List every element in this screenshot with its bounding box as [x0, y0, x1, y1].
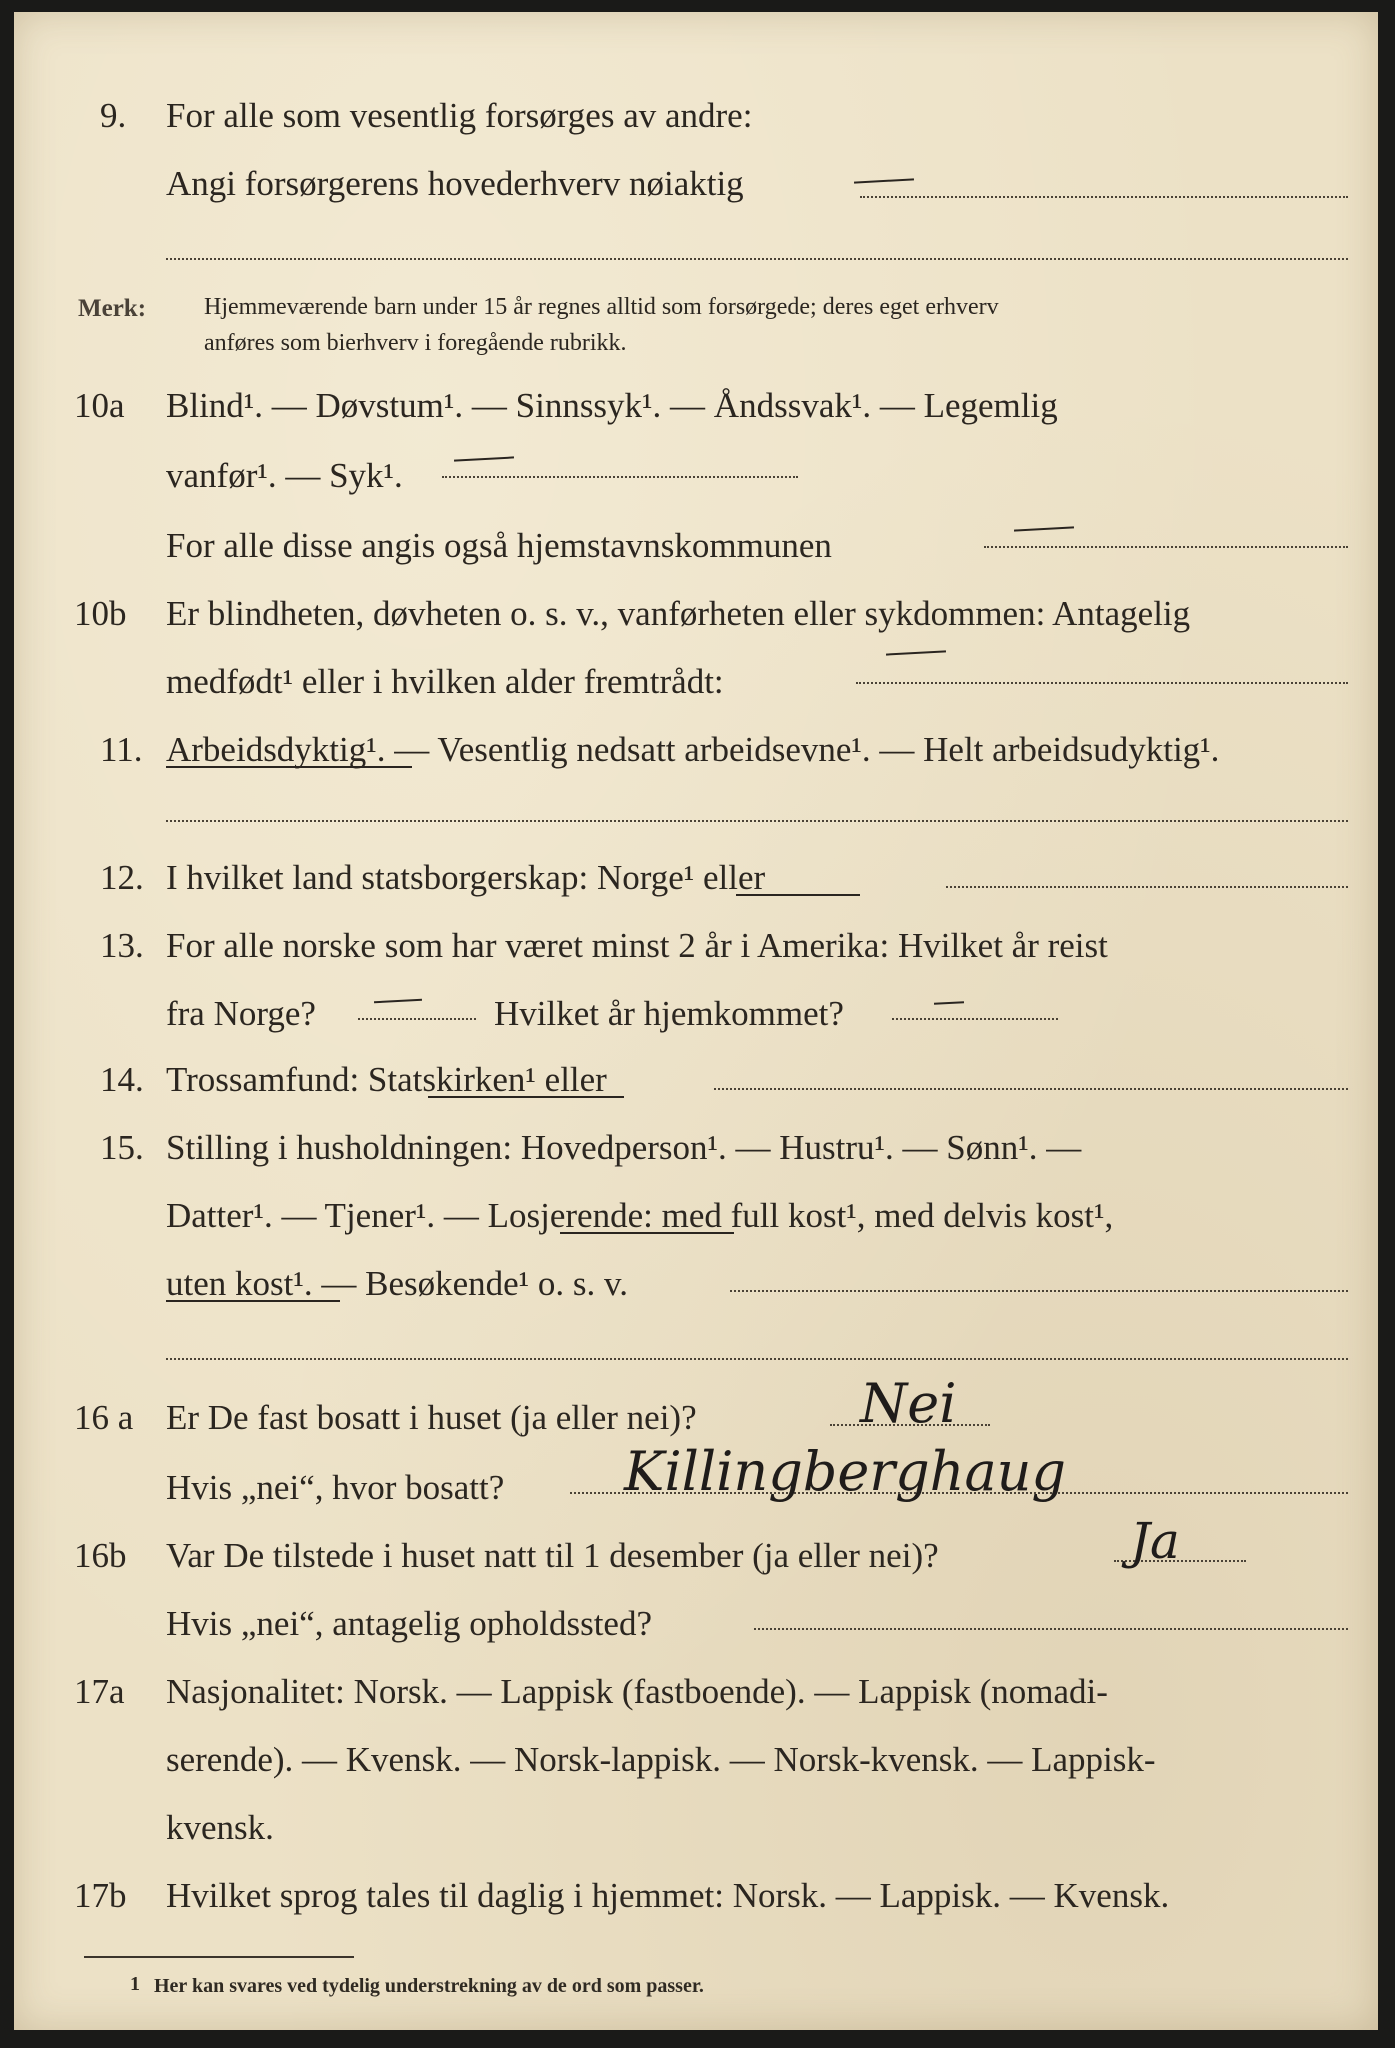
item-number-12: 12. [100, 858, 144, 897]
q12-underline-norge [736, 894, 860, 896]
q10a-kommune-answer-line [984, 546, 1348, 548]
q13-line-1: For alle norske som har været minst 2 år i Amerika: Hvilket år reist [166, 926, 1108, 965]
q16a-line-2: Hvis „nei“, hvor bosatt? [166, 1468, 505, 1507]
item-number-16a: 16 a [74, 1398, 134, 1437]
q12-answer-line [946, 886, 1348, 888]
q11-answer-line [166, 820, 1348, 822]
item-number-14: 14. [100, 1060, 144, 1099]
q17a-line-1: Nasjonalitet: Norsk. — Lappisk (fastboende). — Lappisk (nomadi- [166, 1672, 1108, 1711]
q10b-answer-line [856, 682, 1348, 684]
item-number-9: 9. [100, 96, 127, 135]
q15-line-2: Datter¹. — Tjener¹. — Losjerende: med full kost¹, med delvis kost¹, [166, 1196, 1114, 1235]
q10a-dash-mark [454, 456, 514, 461]
q12-line-1: I hvilket land statsborgerskap: Norge¹ eller [166, 858, 766, 897]
q10a-line-3: For alle disse angis også hjemstavnskommunen [166, 526, 832, 565]
q17b-line-1: Hvilket sprog tales til daglig i hjemmet: Norsk. — Lappisk. — Kvensk. [166, 1876, 1170, 1915]
q10b-line-2: medfødt¹ eller i hvilken alder fremtrådt: [166, 662, 724, 701]
item-number-11: 11. [100, 730, 143, 769]
q10a-kommune-dash-mark [1014, 526, 1074, 531]
item-number-15: 15. [100, 1128, 144, 1167]
q13-reist-dash-mark [374, 999, 422, 1004]
q15-line-3: uten kost¹. — Besøkende¹ o. s. v. [166, 1264, 629, 1303]
item-number-10b: 10b [74, 594, 127, 633]
q11-line-1: Arbeidsdyktig¹. — Vesentlig nedsatt arbeidsevne¹. — Helt arbeidsudyktig¹. [166, 730, 1220, 769]
q16a-answer-killingberghaug: Killingberghaug [624, 1440, 1066, 1503]
footnote-text: Her kan svares ved tydelig understrekning av de ord som passer. [154, 1975, 704, 1997]
q17a-line-2: serende). — Kvensk. — Norsk-lappisk. — Norsk-kvensk. — Lappisk- [166, 1740, 1156, 1779]
q16b-line-1: Var De tilstede i huset natt til 1 desember (ja eller nei)? [166, 1536, 939, 1575]
q15-line-1: Stilling i husholdningen: Hovedperson¹. — Hustru¹. — Sønn¹. — [166, 1128, 1082, 1167]
census-form-page [14, 12, 1378, 2030]
item-number-16b: 16b [74, 1536, 127, 1575]
q9-line-2: Angi forsørgerens hovederhverv nøiaktig [166, 164, 744, 203]
q16b-line-2: Hvis „nei“, antagelig opholdssted? [166, 1604, 652, 1643]
footnote-mark: 1 [130, 1973, 140, 1995]
q14-underline-statskirken [428, 1096, 624, 1098]
q10a-line-2: vanfør¹. — Syk¹. [166, 456, 403, 495]
q15-answer-line-2 [166, 1358, 1348, 1360]
item-number-13: 13. [100, 926, 144, 965]
q13-line-2a: fra Norge? [166, 994, 316, 1033]
merk-line-1: Hjemmeværende barn under 15 år regnes alltid som forsørgede; deres eget erhverv [204, 294, 999, 320]
q14-answer-line [714, 1088, 1348, 1090]
merk-label: Merk: [78, 295, 147, 322]
q15-underline-losjerende [560, 1232, 734, 1234]
q10b-line-1: Er blindheten, døvheten o. s. v., vanførheten eller sykdommen: Antagelig [166, 594, 1191, 633]
q16b-opholdssted-answer-line [754, 1628, 1348, 1630]
q16a-answer-nei: Nei [860, 1372, 957, 1435]
q16b-answer-ja: Ja [1130, 1512, 1180, 1570]
footnote-rule [84, 1956, 354, 1958]
q9-answer-line [860, 196, 1348, 198]
q13-reist-answer-line [358, 1018, 476, 1020]
q10a-line-1: Blind¹. — Døvstum¹. — Sinnssyk¹. — Åndssvak¹. — Legemlig [166, 386, 1058, 425]
item-number-10a: 10a [74, 386, 125, 425]
q9-dash-mark [854, 178, 914, 183]
q17a-line-3: kvensk. [166, 1808, 274, 1847]
q13-hjemkommet-answer-line [892, 1018, 1058, 1020]
item-number-17a: 17a [74, 1672, 125, 1711]
q15-underline-uten-kost [166, 1300, 340, 1302]
merk-line-2: anføres som bierhverv i foregående rubrikk. [204, 330, 627, 356]
q15-answer-line [730, 1290, 1348, 1292]
q9-answer-line-2 [166, 258, 1348, 260]
q16a-line-1: Er De fast bosatt i huset (ja eller nei)? [166, 1398, 697, 1437]
q13-hjemkommet-dash-mark [934, 1001, 964, 1005]
q11-underline-arbeidsdyktig [166, 766, 412, 768]
q14-line-1: Trossamfund: Statskirken¹ eller [166, 1060, 607, 1099]
item-number-17b: 17b [74, 1876, 127, 1915]
q10b-dash-mark [886, 650, 946, 655]
q9-line-1: For alle som vesentlig forsørges av andre: [166, 96, 753, 135]
q13-line-2b: Hvilket år hjemkommet? [494, 994, 844, 1033]
q10a-syk-answer-line [442, 476, 798, 478]
